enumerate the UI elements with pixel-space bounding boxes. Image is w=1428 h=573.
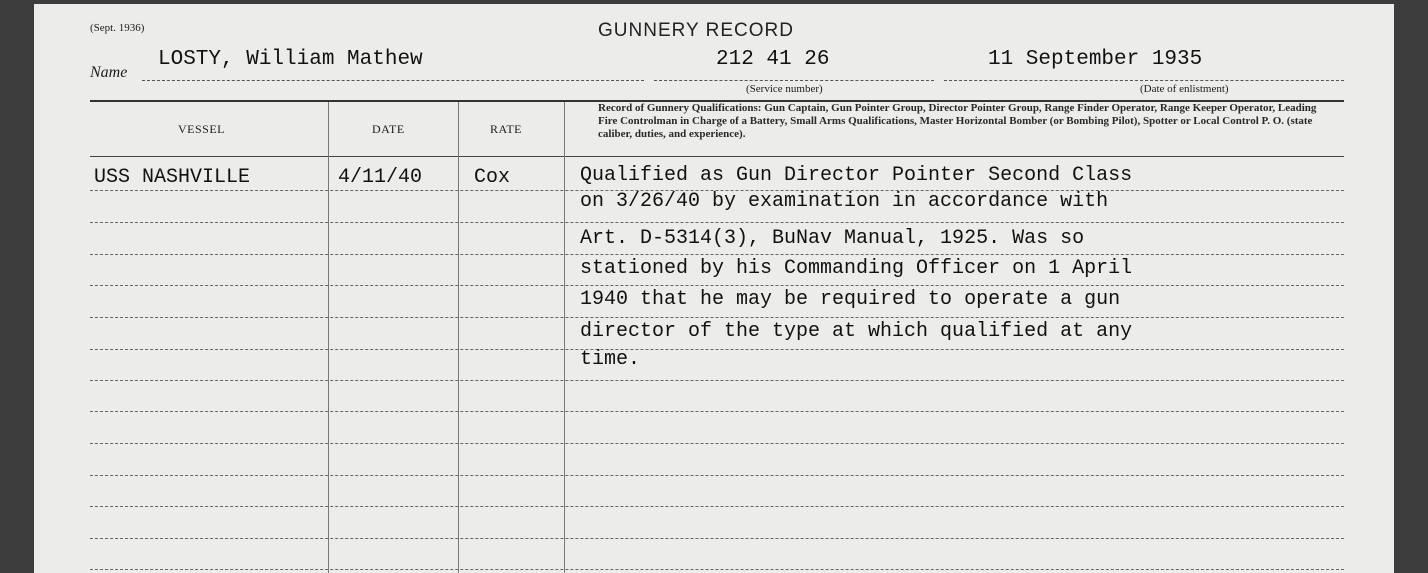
ruled-line	[90, 349, 1344, 350]
enlistment-date-value: 11 September 1935	[988, 48, 1203, 71]
ruled-line	[90, 443, 1344, 444]
ruled-line	[90, 411, 1344, 412]
remark-line: stationed by his Commanding Officer on 1 April	[580, 257, 1133, 280]
date-column-header: DATE	[372, 122, 405, 136]
table-header-rule	[90, 156, 1344, 157]
gunnery-record-card	[34, 4, 1394, 573]
name-label: Name	[90, 64, 128, 81]
ruled-line	[90, 254, 1344, 255]
service-number-caption: (Service number)	[746, 83, 823, 95]
ruled-line	[90, 506, 1344, 507]
service-number-value: 212 41 26	[716, 48, 830, 71]
ruled-line	[90, 222, 1344, 223]
column-divider-vessel	[328, 102, 329, 573]
form-date: (Sept. 1936)	[90, 22, 145, 34]
vessel-column-header: VESSEL	[178, 122, 226, 136]
entry-vessel: USS NASHVILLE	[94, 166, 251, 189]
qualifications-column-header: Record of Gunnery Qualifications: Gun Captain, Gun Pointer Group, Director Pointer Group, Range Finder Operator, Range Keeper Operator, Leading Fire Controlman in Charge of a Battery, Small Arms Qualifications, Master Horizontal Bomber (or Bombing Pilot), Spotter or Local Control P. O. (state caliber, duties, and experience).	[598, 102, 1317, 140]
remark-line: on 3/26/40 by examination in accordance with	[580, 190, 1109, 213]
service-number-underline	[654, 80, 934, 81]
name-underline	[142, 80, 644, 81]
remark-line: director of the type at which qualified at any	[580, 320, 1133, 343]
ruled-line	[90, 538, 1344, 539]
entry-rate: Cox	[474, 166, 511, 189]
ruled-line	[90, 569, 1344, 570]
entry-date: 4/11/40	[338, 166, 423, 189]
ruled-line	[90, 475, 1344, 476]
form-title: GUNNERY RECORD	[598, 20, 794, 41]
name-value: LOSTY, William Mathew	[158, 48, 423, 71]
ruled-line	[90, 380, 1344, 381]
ruled-line	[90, 285, 1344, 286]
rate-column-header: RATE	[490, 122, 522, 136]
enlistment-date-caption: (Date of enlistment)	[1140, 83, 1229, 95]
column-divider-date	[458, 102, 459, 573]
remark-line: Qualified as Gun Director Pointer Second Class	[580, 164, 1133, 187]
remark-line: Art. D-5314(3), BuNav Manual, 1925. Was so	[580, 227, 1085, 250]
remark-line: time.	[580, 348, 641, 371]
ruled-line	[90, 317, 1344, 318]
column-divider-rate	[564, 102, 565, 573]
enlistment-underline	[944, 80, 1344, 81]
remark-line: 1940 that he may be required to operate a gun	[580, 288, 1121, 311]
